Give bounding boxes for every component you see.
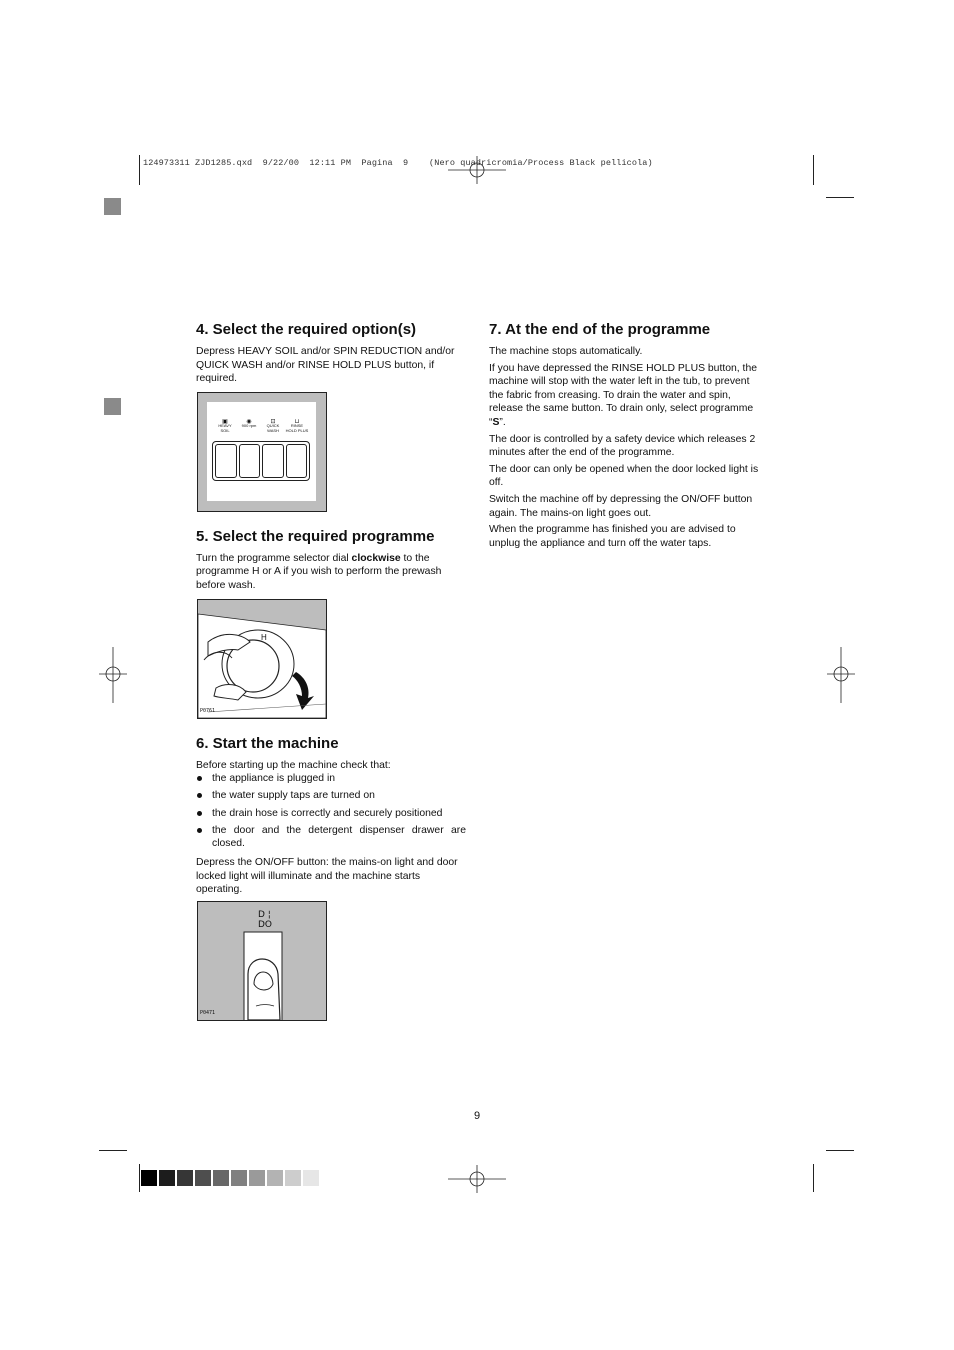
rinse-hold-button: [286, 444, 308, 478]
color-swatch: [141, 1170, 157, 1186]
page-marker: [104, 198, 121, 215]
label-line: WASH: [267, 427, 279, 433]
list-item: the door and the detergent dispenser drawer are closed.: [196, 824, 466, 851]
registration-mark-bottom: [448, 1165, 506, 1193]
color-swatch: [303, 1170, 319, 1186]
registration-mark-top: [448, 156, 506, 184]
quick-wash-button: [262, 444, 284, 478]
quick-wash-label: [261, 420, 285, 434]
color-swatch: [249, 1170, 265, 1186]
paragraph: [489, 362, 759, 430]
on-off-figure: [197, 901, 327, 1021]
button-labels-row: [213, 420, 309, 434]
heavy-soil-icon: ▣: [222, 418, 228, 425]
control-panel: [207, 402, 316, 501]
svg-text:DO: DO: [258, 919, 273, 930]
color-swatch: [195, 1170, 211, 1186]
dial-figure: [197, 599, 327, 719]
dial-illustration: [198, 600, 326, 718]
section-7-heading: 7. At the end of the programme: [489, 321, 711, 338]
label-line: QUICK: [266, 423, 280, 429]
list-item: the water supply taps are turned on: [196, 789, 466, 803]
label-line: RINSE: [290, 423, 304, 429]
svg-text:D ¦: D ¦: [258, 909, 271, 920]
heavy-soil-button: [215, 444, 237, 478]
left-column: [196, 321, 466, 1037]
crop-mark: [813, 1164, 814, 1192]
color-swatch: [267, 1170, 283, 1186]
bold-text: S: [492, 416, 500, 428]
crop-mark: [99, 1150, 127, 1151]
section-4-heading: 4. Select the required option(s): [196, 321, 417, 338]
section-4-body: Depress HEAVY SOIL and/or SPIN REDUCTION and/or QUICK WASH and/or RINSE HOLD PLUS button, if required.: [196, 346, 455, 385]
text-run: If you have depressed the RINSE HOLD PLUS button, the machine will stop with the water left in the tub, to prevent the fabric from creasing. To drain the water and spin, release the same button. To drain only, select programme “: [489, 362, 757, 428]
list-item: the appliance is plugged in: [196, 772, 466, 786]
rinse-hold-icon: ⊔: [294, 418, 300, 425]
crop-mark: [826, 197, 854, 198]
color-swatch: [285, 1170, 301, 1186]
text-run: Turn the programme selector dial: [196, 552, 352, 564]
dial-letter: H: [261, 632, 267, 642]
paragraph: The machine stops automatically.: [489, 346, 643, 357]
crop-mark: [139, 155, 140, 185]
figure-code: P0471: [200, 1009, 216, 1016]
printer-slug: 124973311 ZJD1285.qxd 9/22/00 12:11 PM Pagina 9 (Nero quadricromia/Process Black pellicola): [143, 158, 653, 168]
figure-code: P0761: [200, 707, 216, 714]
section-6-after: Depress the ON/OFF button: the mains-on light and door locked light will illuminate and the machine starts operating.: [196, 856, 458, 896]
page-marker: [104, 398, 121, 415]
spin-reduction-icon: ◉: [246, 418, 252, 425]
registration-mark-right: [827, 647, 855, 703]
color-swatch: [177, 1170, 193, 1186]
paragraph: Switch the machine off by depressing the ON/OFF button again. The mains-on light goes out.: [489, 493, 753, 519]
color-swatch: [213, 1170, 229, 1186]
section-6-intro: Before starting up the machine check that:: [196, 759, 391, 771]
paragraph: When the programme has finished you are advised to unplug the appliance and turn off the water taps.: [489, 524, 736, 549]
rinse-hold-label: [285, 420, 309, 434]
label-line: HOLD PLUS: [285, 427, 309, 433]
page-number: 9: [473, 1110, 481, 1122]
color-swatch: [231, 1170, 247, 1186]
section-5-body: [196, 552, 466, 593]
crop-mark: [813, 155, 814, 185]
text-run: to the programme H or A if you wish to perform the prewash before wash.: [196, 552, 442, 591]
crop-mark: [826, 1150, 854, 1151]
right-column: [489, 321, 759, 553]
option-buttons-figure: [197, 392, 327, 512]
list-item: the drain hose is correctly and securely positioned: [196, 807, 466, 821]
section-5-heading: 5. Select the required programme: [196, 527, 435, 545]
paragraph: The door can only be opened when the door locked light is off.: [489, 463, 759, 489]
label-line: HEAVY: [218, 423, 232, 429]
bold-text: clockwise: [351, 552, 401, 564]
spin-reduction-label: [237, 420, 261, 434]
registration-mark-left: [99, 647, 127, 703]
on-off-illustration: [198, 902, 326, 1020]
spin-reduction-button: [239, 444, 261, 478]
heavy-soil-label: [213, 420, 237, 434]
color-swatch: [159, 1170, 175, 1186]
label-line: 900 rpm: [241, 423, 257, 429]
checklist: [196, 772, 466, 851]
button-strip: [212, 441, 310, 481]
crop-mark: [139, 1164, 140, 1192]
text-run: ”.: [499, 416, 506, 428]
label-line: SOIL: [220, 427, 230, 433]
quick-wash-icon: ⊡: [270, 418, 276, 425]
section-6-heading: 6. Start the machine: [196, 734, 339, 752]
paragraph: The door is controlled by a safety device which releases 2 minutes after the end of the programme.: [489, 433, 756, 459]
